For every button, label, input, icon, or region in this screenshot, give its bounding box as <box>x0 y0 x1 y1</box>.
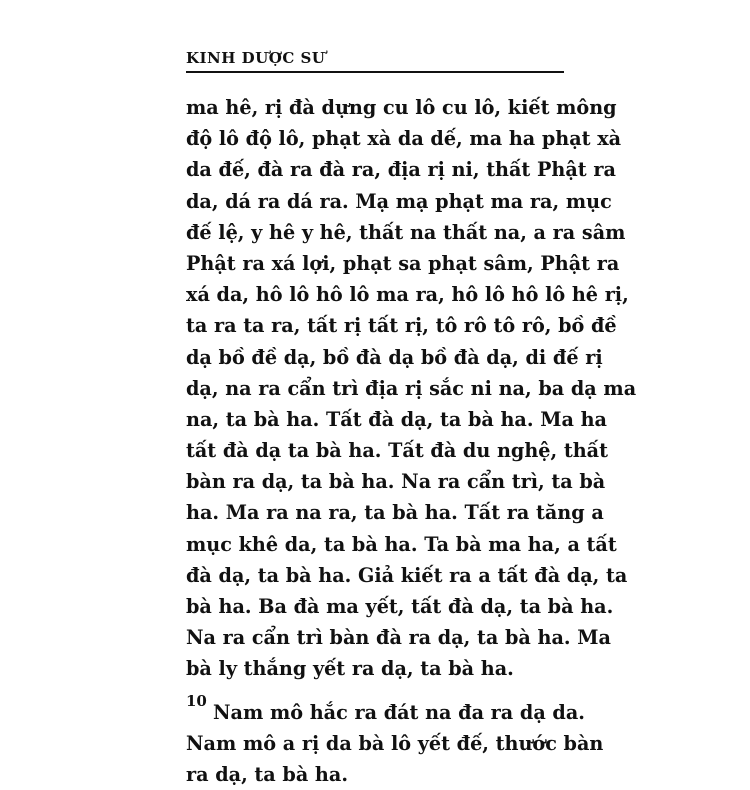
text-line: đà dạ, ta bà ha. Giả kiết ra a tất đà dạ, ta <box>186 563 628 587</box>
text-line: Na ra cẩn trì bàn đà ra dạ, ta bà ha. Ma <box>186 626 611 650</box>
text-line: na, ta bà ha. Tất đà dạ, ta bà ha. Ma ha <box>186 407 607 431</box>
text-line: độ lô độ lô, phạt xà da dế, ma ha phạt xà <box>186 127 622 151</box>
paragraph <box>186 92 637 685</box>
text-line: ma hê, rị đà dựng cu lô cu lô, kiết mông <box>186 96 617 119</box>
text-line: Nam mô hắc ra đát na đa ra dạ da. <box>213 700 585 724</box>
text-line: mục khê da, ta bà ha. Ta bà ma ha, a tất <box>186 532 617 556</box>
text-line: Nam mô a rị da bà lô yết đế, thước bàn <box>186 731 604 755</box>
paragraph <box>186 697 604 790</box>
text-line: đế lệ, y hê y hê, thất na thất na, a ra sâm <box>186 220 626 244</box>
text-line: da đế, đà ra đà ra, địa rị ni, thất Phật ra <box>186 158 616 182</box>
text-line: bà ly thắng yết ra dạ, ta bà ha. <box>186 657 514 681</box>
body-text <box>186 92 637 790</box>
text-line: dạ, na ra cẩn trì địa rị sắc ni na, ba dạ ma <box>186 376 637 400</box>
text-line: ta ra ta ra, tất rị tất rị, tô rô tô rô, bồ đề <box>186 314 617 338</box>
text-line: ra dạ, ta bà ha. <box>186 762 348 786</box>
text-line: tất đà dạ ta bà ha. Tất đà du nghệ, thất <box>186 439 608 463</box>
paragraph-spacer <box>186 685 564 697</box>
text-line: bàn ra dạ, ta bà ha. Na ra cẩn trì, ta bà <box>186 470 606 494</box>
text-line: xá da, hô lô hô lô ma ra, hô lô hô lô hê rị, <box>186 283 629 307</box>
page-number: 10 <box>186 692 207 710</box>
text-line: da, dá ra dá ra. Mạ mạ phạt ma ra, mục <box>186 189 612 213</box>
text-line: bà ha. Ba đà ma yết, tất đà dạ, ta bà ha. <box>186 595 614 618</box>
text-line: Phật ra xá lợi, phạt sa phạt sâm, Phật ra <box>186 251 620 275</box>
text-line: dạ bồ đề dạ, bồ đà dạ bồ đà dạ, di đế rị <box>186 345 603 369</box>
text-line: ha. Ma ra na ra, ta bà ha. Tất ra tăng a <box>186 501 604 525</box>
header-divider <box>186 71 564 73</box>
running-header-title: KINH DƯỢC SƯ <box>186 49 326 67</box>
